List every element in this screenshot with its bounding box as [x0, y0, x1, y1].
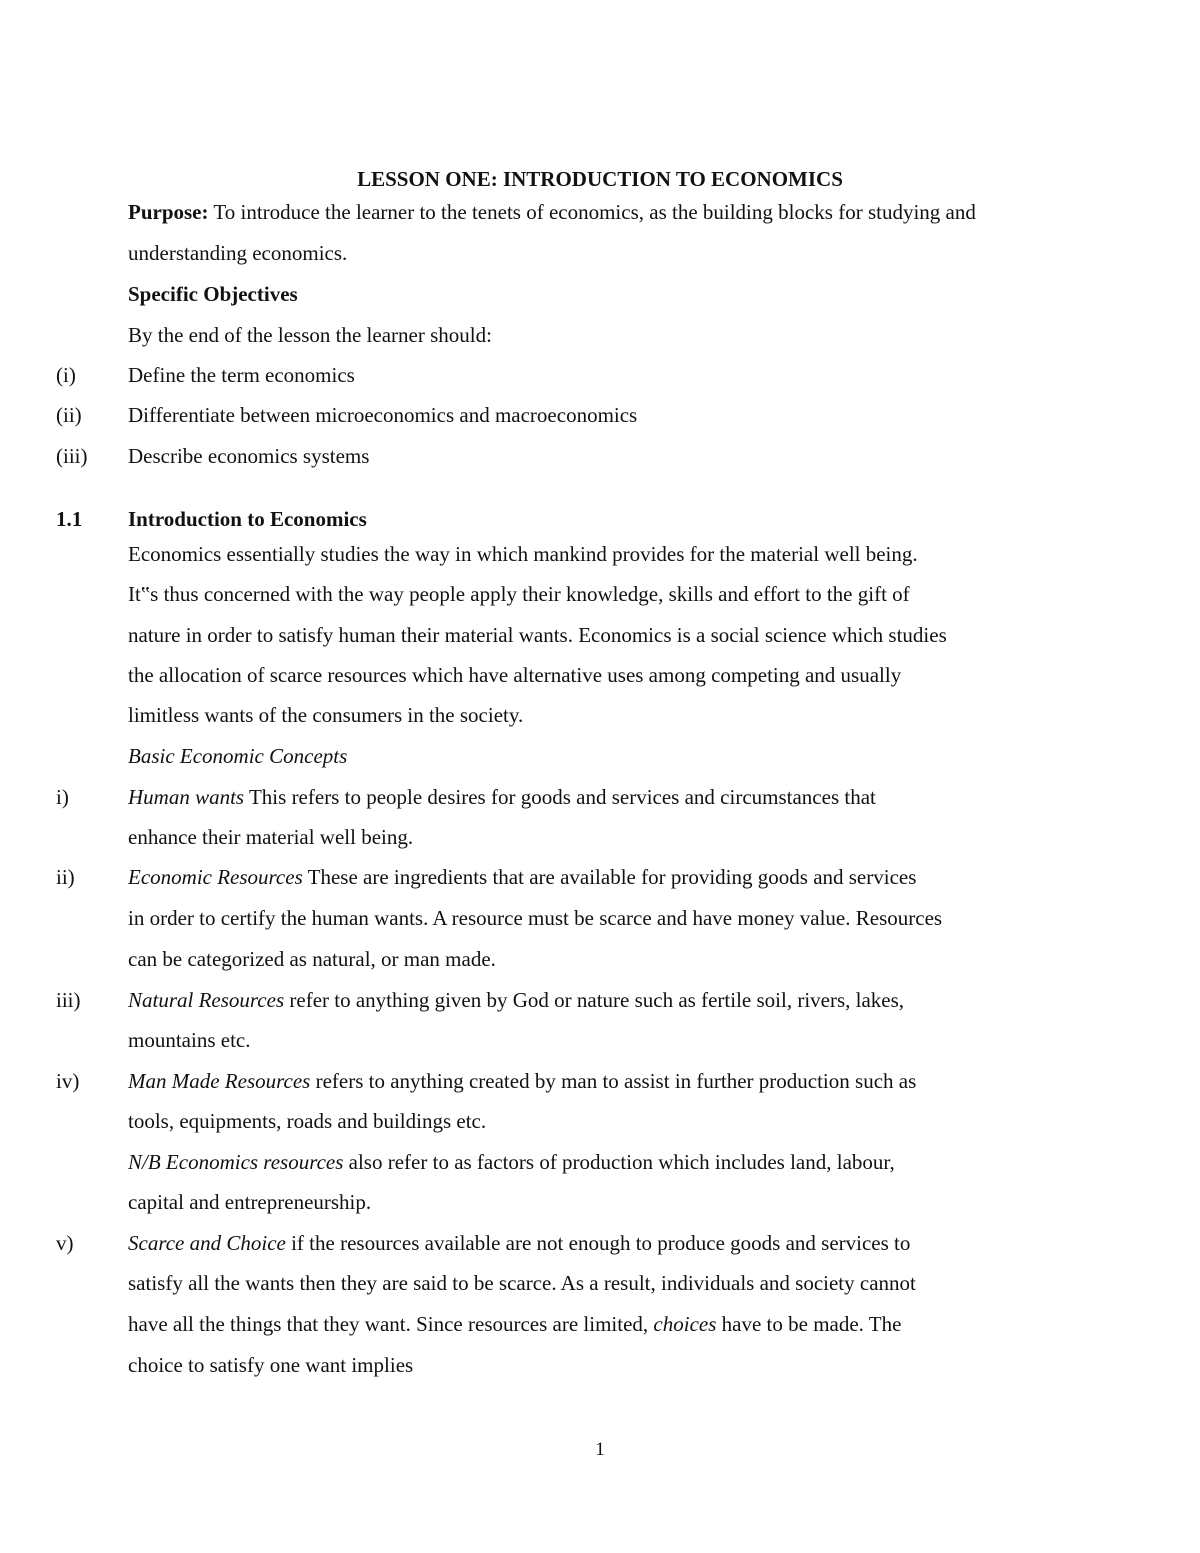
concept-term: Natural Resources: [128, 988, 285, 1012]
concept-line: mountains etc.: [128, 1028, 251, 1052]
concept-line: satisfy all the wants then they are said to be scarce. As a result, individuals and society cannot: [128, 1271, 916, 1295]
concept-line: [128, 863, 916, 891]
objective-item: Describe economics systems: [128, 444, 370, 468]
concepts-heading: Basic Economic Concepts: [128, 744, 348, 768]
concept-number: v): [56, 1231, 74, 1255]
concept-line: [128, 783, 876, 811]
concept-number: iv): [56, 1069, 80, 1093]
page-number: 1: [595, 1439, 605, 1460]
concept-number: ii): [56, 865, 75, 889]
objective-number: (iii): [56, 444, 88, 468]
section-heading: Introduction to Economics: [128, 507, 367, 531]
purpose-label: Purpose:: [128, 200, 209, 224]
paragraph-line: It‟s thus concerned with the way people apply their knowledge, skills and effort to the gift of: [128, 582, 910, 606]
choices-term: choices: [653, 1312, 717, 1336]
objectives-intro: By the end of the lesson the learner should:: [128, 323, 492, 347]
concept-line: choice to satisfy one want implies: [128, 1353, 414, 1377]
concept-text: have all the things that they want. Since resources are limited,: [128, 1312, 654, 1336]
note-line: capital and entrepreneurship.: [128, 1190, 372, 1214]
objectives-heading: Specific Objectives: [128, 282, 298, 306]
concept-line: [128, 1067, 916, 1095]
concept-term: Man Made Resources: [128, 1069, 311, 1093]
paragraph-line: limitless wants of the consumers in the society.: [128, 703, 524, 727]
note-line: [128, 1148, 895, 1176]
concept-term: Scarce and Choice: [128, 1231, 286, 1255]
concept-line: [128, 1229, 910, 1257]
section-number: 1.1: [56, 507, 83, 531]
concept-term: Human wants: [128, 785, 245, 809]
concept-number: i): [56, 785, 69, 809]
paragraph-line: nature in order to satisfy human their material wants. Economics is a social science which studies: [128, 623, 947, 647]
concept-number: iii): [56, 988, 81, 1012]
concept-line: can be categorized as natural, or man made.: [128, 947, 496, 971]
concept-line: tools, equipments, roads and buildings etc.: [128, 1109, 487, 1133]
objective-number: (ii): [56, 403, 82, 427]
concept-line: [128, 986, 904, 1014]
concept-text: This refers to people desires for goods and services and circumstances that: [244, 785, 876, 809]
note-term: N/B Economics resources: [128, 1150, 344, 1174]
concept-line: in order to certify the human wants. A resource must be scarce and have money value. Resources: [128, 906, 943, 930]
note-text: also refer to as factors of production which includes land, labour,: [343, 1150, 895, 1174]
concept-text: These are ingredients that are available for providing goods and services: [302, 865, 917, 889]
purpose-text: To introduce the learner to the tenets of economics, as the building blocks for studying and: [208, 200, 976, 224]
lesson-title: LESSON ONE: INTRODUCTION TO ECONOMICS: [357, 167, 843, 191]
concept-text: have to be made. The: [716, 1312, 902, 1336]
concept-line: [128, 1310, 901, 1338]
objective-number: (i): [56, 363, 76, 387]
concept-line: enhance their material well being.: [128, 825, 414, 849]
purpose-line-1: [128, 198, 976, 226]
objective-item: Define the term economics: [128, 363, 355, 387]
concept-text: refers to anything created by man to assist in further production such as: [310, 1069, 917, 1093]
paragraph-line: Economics essentially studies the way in which mankind provides for the material well being.: [128, 542, 918, 566]
concept-term: Economic Resources: [128, 865, 303, 889]
purpose-line-2: understanding economics.: [128, 241, 348, 265]
paragraph-line: the allocation of scarce resources which have alternative uses among competing and usually: [128, 663, 902, 687]
concept-text: if the resources available are not enough to produce goods and services to: [285, 1231, 911, 1255]
objective-item: Differentiate between microeconomics and macroeconomics: [128, 403, 638, 427]
concept-text: refer to anything given by God or nature such as fertile soil, rivers, lakes,: [284, 988, 905, 1012]
